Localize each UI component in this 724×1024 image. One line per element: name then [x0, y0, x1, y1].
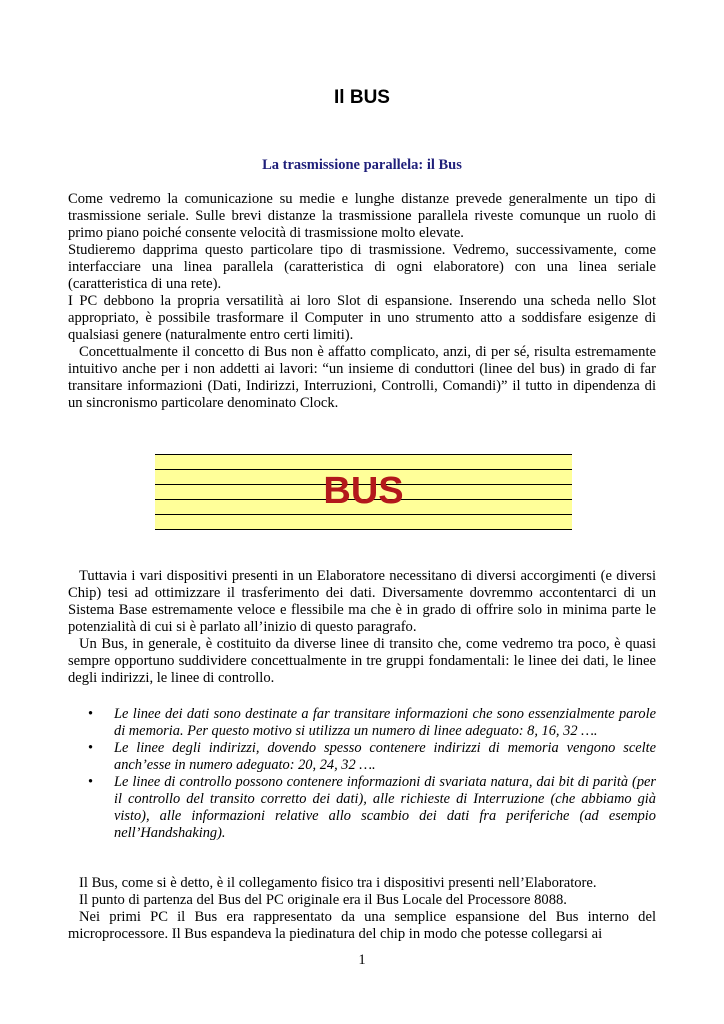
paragraph: I PC debbono la propria versatilità ai loro Slot di espansione. Inserendo una scheda nello Slot appropriato, è possibile trasformare il Computer in uno strumento atto a soddisfare esigenze di qualsiasi genere (naturalmente entro certi limiti).	[68, 293, 656, 343]
list-item-text: Le linee dei dati sono destinate a far transitare informazioni che sono essenzialmente parole di memoria. Per questo motivo si utilizza un numero di linee adeguato: 8, 16, 32 ….	[114, 706, 656, 739]
bullet-icon: •	[88, 774, 94, 790]
bus-label: BUS	[323, 470, 404, 512]
bus-diagram	[155, 454, 572, 530]
bullet-icon: •	[88, 740, 94, 756]
bus-paragraphs	[68, 568, 656, 687]
paragraph: Concettualmente il concetto di Bus non è affatto complicato, anzi, di per sé, risulta estremamente intuitivo anche per i non addetti ai lavori: “un insieme di conduttori (linee del bus) in grado di far transitare informazioni (Dati, Indirizzi, Interruzioni, Controlli, Comandi)” il tutto in dipendenza di un sincronismo particolare denominato Clock.	[68, 344, 656, 411]
section-title: La trasmissione parallela: il Bus	[262, 157, 462, 173]
list-item-text: Le linee degli indirizzi, dovendo spesso contenere indirizzi di memoria vengono scelte anch’esse in numero adeguato: 20, 24, 32 ….	[114, 740, 656, 773]
bus-line	[155, 529, 572, 530]
intro-paragraphs	[68, 191, 656, 412]
bullet-icon: •	[88, 706, 94, 722]
paragraph: Tuttavia i vari dispositivi presenti in un Elaboratore necessitano di diversi accorgimenti (e diversi Chip) tesi ad ottimizzare il trasferimento dei dati. Diversamente dovremmo accontentarci di un Sistema Base estremamente veloce e flessibile ma che è in grado di offrire solo in minima parte le potenzialità di cui si è parlato all’inizio di questo paragrafo.	[68, 568, 656, 635]
paragraph: Un Bus, in generale, è costituito da diverse linee di transito che, come vedremo tra poco, è quasi sempre opportuno suddividere concettualmente in tre gruppi fondamentali: le linee dei dati, le linee degli indirizzi, le linee di controllo.	[68, 636, 656, 686]
page-title: Il BUS	[334, 87, 390, 108]
list-item	[88, 774, 656, 842]
paragraph: Il Bus, come si è detto, è il collegamento fisico tra i dispositivi presenti nell’Elaboratore.	[79, 875, 597, 891]
list-item-text: Le linee di controllo possono contenere informazioni di svariata natura, dai bit di parità (per il controllo del transito corretto dei dati), alle richieste di Interruzione (che abbiamo già visto), alle informazioni relative allo scambio dei dati fra periferiche (ad esempio nell’Handshaking).	[114, 774, 656, 841]
bus-line	[155, 454, 572, 455]
paragraph: Nei primi PC il Bus era rappresentato da una semplice espansione del Bus interno del microprocessore. Il Bus espandeva la piedinatura del chip in modo che potesse collegarsi ai	[68, 909, 656, 942]
bus-lines-list	[88, 706, 656, 842]
paragraph: Come vedremo la comunicazione su medie e lunghe distanze prevede generalmente un tipo di trasmissione seriale. Sulle brevi distanze la trasmissione parallela riveste comunque un ruolo di primo piano poiché consente velocità di trasmissione molto elevate.	[68, 191, 656, 241]
paragraph: Studieremo dapprima questo particolare tipo di trasmissione. Vedremo, successivamente, come interfacciare una linea parallela (caratteristica di ogni elaboratore) con una linea seriale (caratteristica di una rete).	[68, 242, 656, 292]
list-item	[88, 740, 656, 774]
bus-line	[155, 514, 572, 515]
list-item	[88, 706, 656, 740]
page-number: 1	[358, 952, 366, 968]
paragraph: Il punto di partenza del Bus del PC originale era il Bus Locale del Processore 8088.	[79, 892, 567, 908]
history-paragraphs	[68, 875, 656, 943]
